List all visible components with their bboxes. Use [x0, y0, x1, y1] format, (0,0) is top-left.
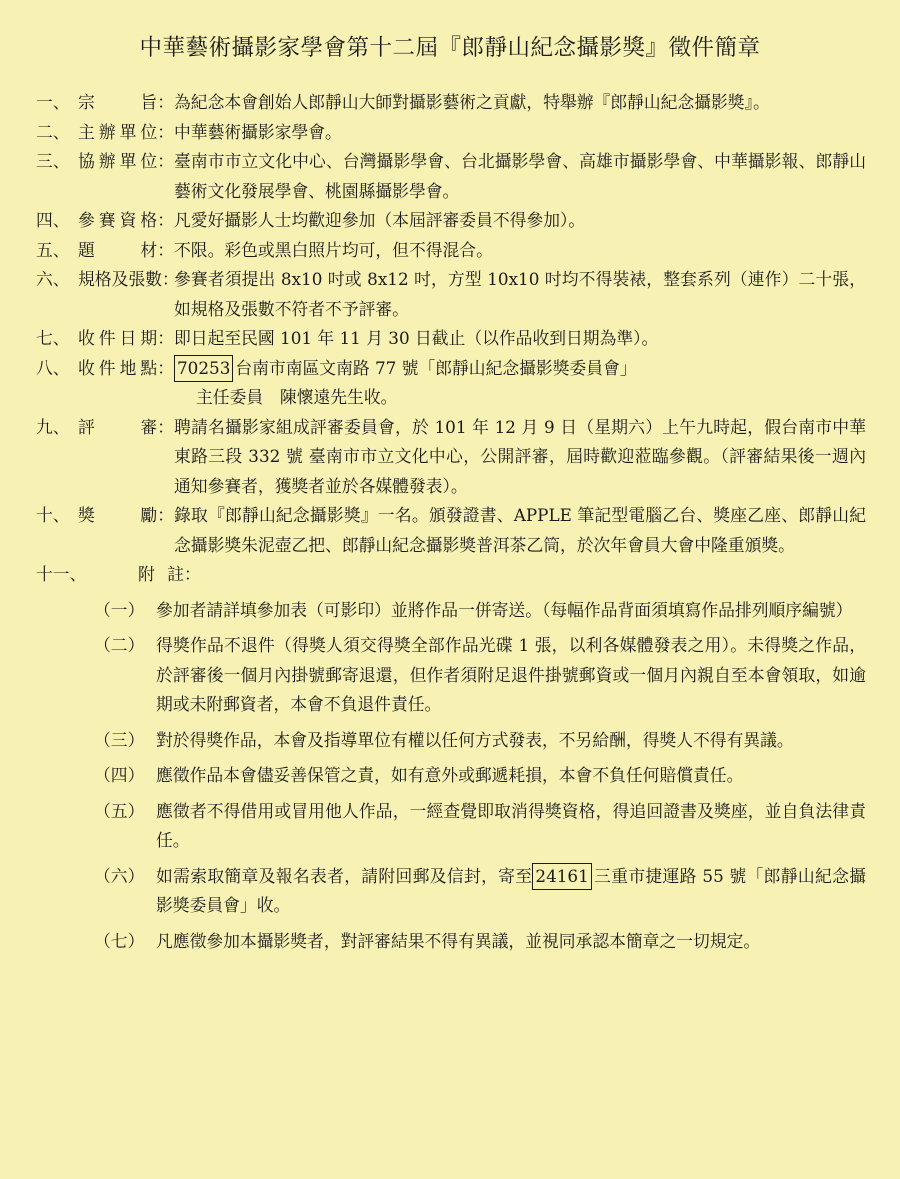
section-5: [36, 236, 866, 266]
section-label: 五、 題 材 ：: [36, 236, 174, 266]
section-9: [36, 413, 866, 502]
note-marker: （一）: [94, 599, 145, 620]
section-10: [36, 501, 866, 560]
section-text: 凡愛好攝影人士均歡迎參加（本屆評審委員不得參加）。: [174, 210, 586, 230]
note-text: 應徵作品本會儘妥善保管之責，如有意外或郵遞耗損，本會不負任何賠償責任。: [156, 765, 744, 785]
section-number: 九、: [36, 416, 70, 437]
postal-code-box: 70253: [174, 355, 233, 382]
notes-list: [36, 596, 866, 957]
note-marker: （三）: [94, 729, 145, 750]
document-title: 中華藝術攝影家學會第十二屆『郎靜山紀念攝影獎』徵件簡章: [139, 35, 761, 61]
section-7: [36, 324, 866, 354]
postal-code-box: 24161: [532, 863, 591, 890]
note-text: 對於得獎作品，本會及指導單位有權以任何方式發表，不另給酬，得獎人不得有異議。: [156, 729, 794, 750]
section-text: 即日起至民國 101 年 11 月 30 日截止（以作品收到日期為準）。: [174, 328, 659, 348]
section-number: 二、: [36, 121, 70, 142]
section-number: 十、: [36, 505, 70, 525]
note-marker: （五）: [94, 800, 145, 821]
section-name: 評 審: [78, 416, 158, 437]
sections-list: [36, 88, 866, 560]
section-label: 十、 獎 勵 ：: [36, 501, 174, 560]
notes-heading: 十一、 附 註 ：: [36, 560, 866, 590]
note-text: 凡應徵參加本攝影獎者，對評審結果不得有異議，並視同承認本簡章之一切規定。: [156, 930, 761, 951]
note-text: 得獎作品不退件（得獎人須交得獎全部作品光碟 1 張，以利各媒體發表之用）。未得獎之作品，於評審後一個月內掛號郵寄退還，但作者須附足退件掛號郵資或一個月內親自至本會領取，如逾期或未附郵資者，本會不負退件責任。: [156, 635, 866, 714]
section-label: 八、 收 件 地 點 ：: [36, 354, 174, 384]
note-item-6: [36, 862, 866, 921]
notes-name: 附 註: [138, 564, 184, 584]
note-marker: （二）: [94, 635, 145, 655]
section-text: 參賽者須提出 8x10 吋或 8x12 吋，方型 10x10 吋均不得裝裱，整套系列（連作）二十張，如規格及張數不符者不予評審。: [174, 269, 866, 319]
section-1: [36, 88, 866, 118]
section-name: 參 賽 資 格: [78, 210, 158, 230]
section-6: [36, 265, 866, 324]
section-name: 協 辦 單 位: [78, 151, 158, 171]
section-extra-line: 主任委員 陳懷遠先生收。: [196, 387, 398, 407]
note-marker: （七）: [94, 930, 145, 951]
section-label: 七、 收 件 日 期 ：: [36, 324, 174, 354]
note-text: 參加者請詳填參加表（可影印）並將作品一併寄送。（每幅作品背面須填寫作品排列順序編號）: [156, 599, 853, 620]
section-label: 九、 評 審 ：: [36, 413, 174, 502]
section-name: 主 辦 單 位: [78, 121, 158, 142]
section-text: 錄取『郎靜山紀念攝影獎』一名。頒發證書、APPLE 筆記型電腦乙台、獎座乙座、郎靜山紀念攝影獎朱泥壺乙把、郎靜山紀念攝影獎普洱茶乙筒，於次年會員大會中隆重頒獎。: [174, 505, 866, 555]
section-2: [36, 118, 866, 148]
section-name: 宗 旨: [78, 92, 158, 112]
section-8: [36, 354, 866, 384]
section-label: 二、 主 辦 單 位 ：: [36, 118, 174, 148]
note-item-1: [36, 596, 866, 626]
section-name: 獎 勵: [78, 505, 158, 525]
section-text: 臺南市市立文化中心、台灣攝影學會、台北攝影學會、高雄市攝影學會、中華攝影報、郎靜山藝術文化發展學會、桃園縣攝影學會。: [174, 151, 866, 201]
section-name: 題 材: [78, 239, 158, 260]
section-name: 規 格 及 張 數: [78, 269, 162, 289]
note-item-3: [36, 726, 866, 756]
section-number: 七、: [36, 328, 70, 348]
note-item-2: [36, 631, 866, 720]
section-name: 收 件 日 期: [78, 328, 158, 348]
note-text: 應徵者不得借用或冒用他人作品，一經查覺即取消得獎資格，得追回證書及獎座，並自負法律責任。: [156, 800, 866, 850]
section-label: 一、 宗 旨 ：: [36, 88, 174, 118]
note-item-7: [36, 927, 866, 957]
section-4: [36, 206, 866, 236]
section-text: 不限。彩色或黑白照片均可，但不得混合。: [174, 239, 493, 260]
section-number: 八、: [36, 357, 70, 378]
section-3: [36, 147, 866, 206]
section-number: 三、: [36, 151, 70, 171]
section-name: 收 件 地 點: [78, 357, 158, 378]
section-label: 四、 參 賽 資 格 ：: [36, 206, 174, 236]
section-text: 為紀念本會創始人郎靜山大師對攝影藝術之貢獻，特舉辦『郎靜山紀念攝影獎』。: [174, 92, 770, 112]
section-text: 70253 台南市南區文南路 77 號「郎靜山紀念攝影獎委員會」: [174, 354, 866, 384]
note-item-4: [36, 761, 866, 791]
section-text: 聘請名攝影家組成評審委員會，於 101 年 12 月 9 日（星期六）上午九時起，假台南市中華東路三段 332 號 臺南市市立文化中心，公開評審，屆時歡迎蒞臨參觀。（評審結果後一週內通知參賽者，獲獎者並於各媒體發表）。: [174, 416, 866, 496]
section-text: 中華藝術攝影家學會。: [174, 121, 342, 142]
section-label: 六、 規 格 及 張 數 ：: [36, 265, 174, 324]
note-text: 如需索取簡章及報名表者，請附回郵及信封，寄至 24161 三重市捷運路 55 號「郎靜山紀念攝影獎委員會」收。: [156, 862, 866, 921]
note-item-5: [36, 797, 866, 856]
section-label: 三、 協 辦 單 位 ：: [36, 147, 174, 206]
notes-number: 十一、: [36, 564, 87, 584]
document-body: [36, 88, 866, 956]
section-number: 六、: [36, 269, 70, 289]
note-marker: （四）: [94, 765, 145, 785]
note-marker: （六）: [94, 865, 145, 886]
section-number: 一、: [36, 92, 70, 112]
section-number: 五、: [36, 239, 70, 260]
section-number: 四、: [36, 210, 70, 230]
